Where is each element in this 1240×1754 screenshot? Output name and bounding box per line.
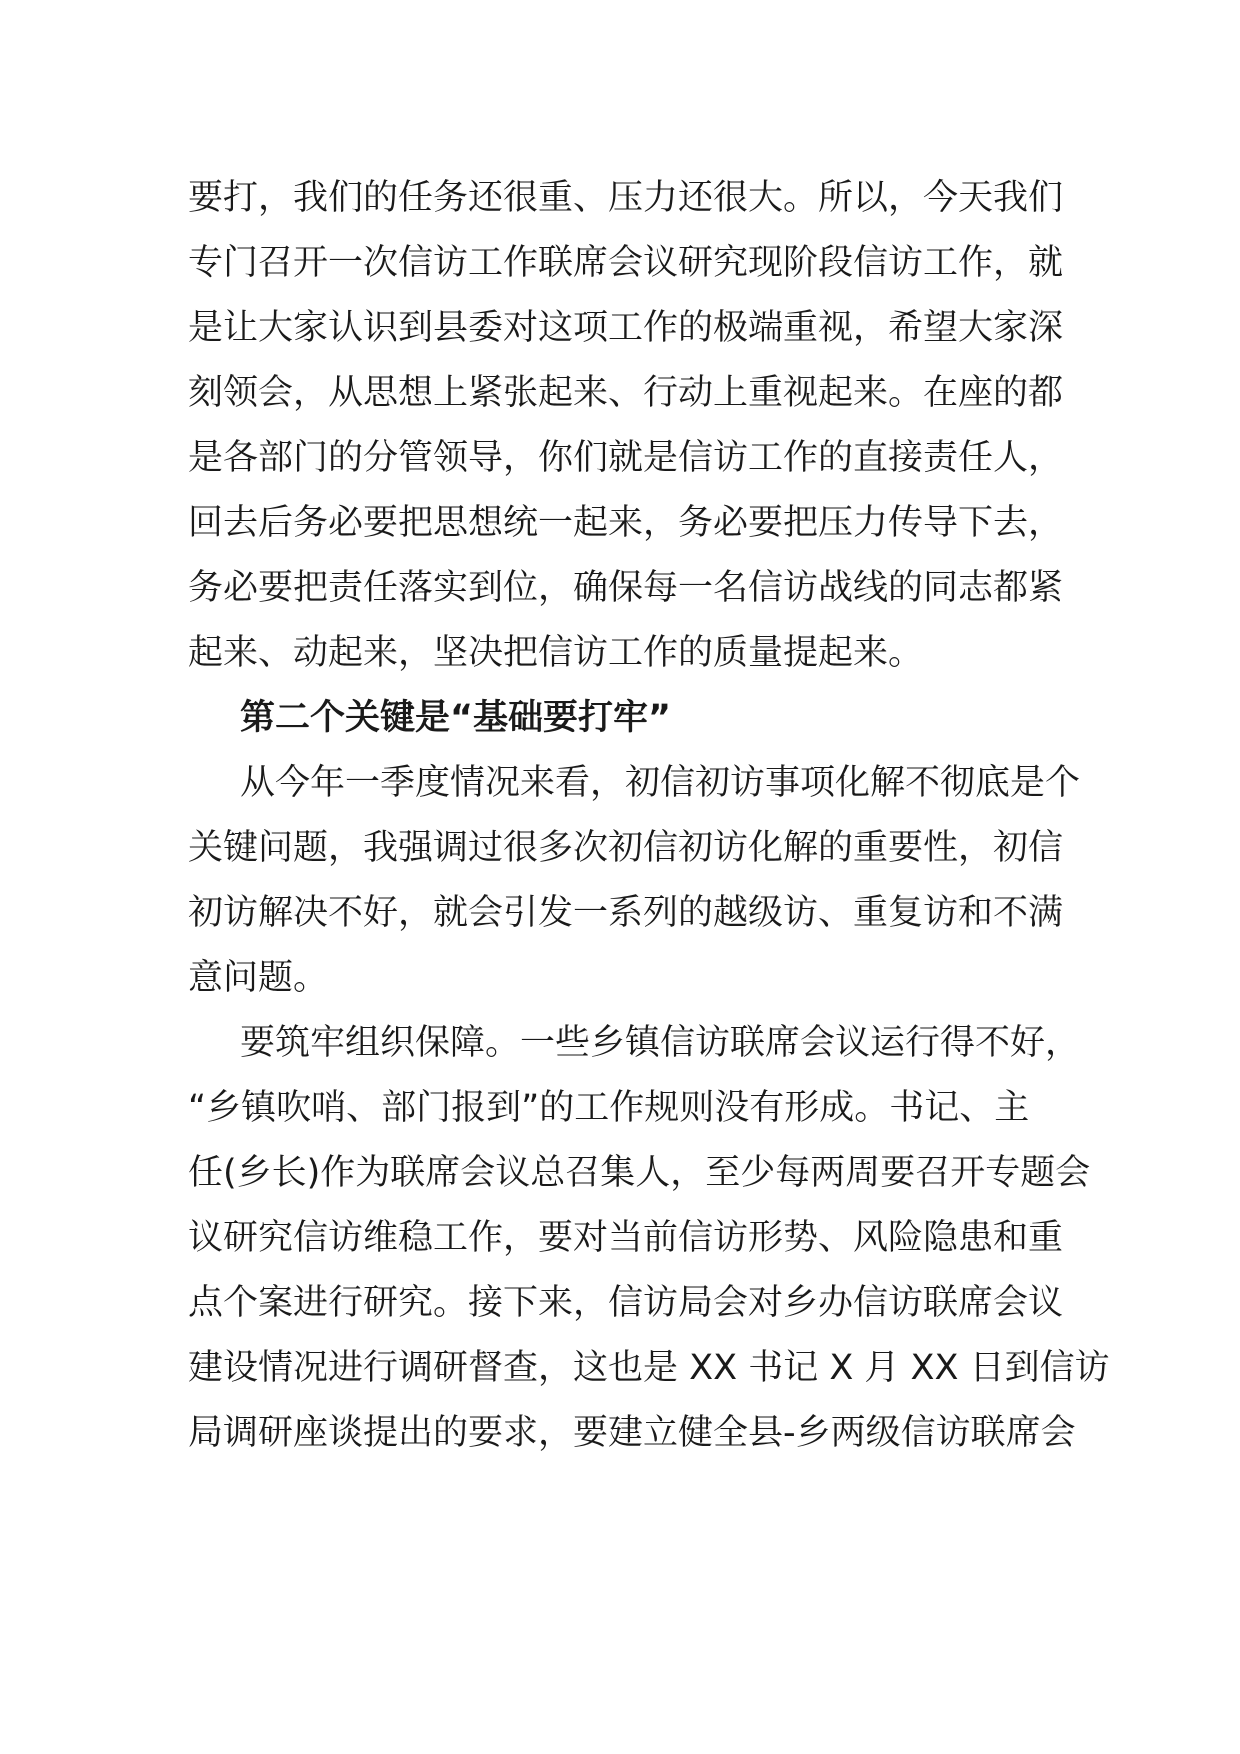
text-line: 要打，我们的任务还很重、压力还很大。所以，今天我们 [188,178,1064,218]
paragraph-1 [188,166,1064,686]
text-line: 起来、动起来，坚决把信访工作的质量提起来。 [188,633,924,673]
text-line: 局调研座谈提出的要求，要建立健全县-乡两级信访联席会 [188,1413,1076,1453]
text-line: 任(乡长)作为联席会议总召集人，至少每两周要召开专题会 [188,1153,1091,1193]
text-line: 关键问题，我强调过很多次初信初访化解的重要性，初信 [188,828,1064,868]
text-line: 建设情况进行调研督查，这也是 XX 书记 X 月 XX 日到信访 [188,1348,1110,1388]
text-line: 从今年一季度情况来看，初信初访事项化解不彻底是个 [240,763,1081,803]
text-line: 专门召开一次信访工作联席会议研究现阶段信访工作，就 [188,243,1064,283]
paragraph-4 [188,1011,1110,1466]
paragraph-3 [188,751,1081,1011]
text-line: 议研究信访维稳工作，要对当前信访形势、风险隐患和重 [188,1218,1064,1258]
section-heading [188,686,1058,751]
text-line: 要筑牢组织保障。一些乡镇信访联席会议运行得不好， [240,1023,1081,1063]
text-line: 刻领会，从思想上紧张起来、行动上重视起来。在座的都 [188,373,1064,413]
text-line: “乡镇吹哨、部门报到”的工作规则没有形成。书记、主 [188,1088,1030,1128]
document-body [188,166,1110,1466]
text-line: 回去后务必要把思想统一起来，务必要把压力传导下去， [188,503,1064,543]
text-line: 是各部门的分管领导，你们就是信访工作的直接责任人， [188,438,1064,478]
text-line: 初访解决不好，就会引发一系列的越级访、重复访和不满 [188,893,1064,933]
text-line: 是让大家认识到县委对这项工作的极端重视，希望大家深 [188,308,1064,348]
text-line: 意问题。 [188,958,329,998]
heading-line: 第二个关键是“基础要打牢” [240,698,672,738]
text-line: 点个案进行研究。接下来，信访局会对乡办信访联席会议 [188,1283,1064,1323]
text-line: 务必要把责任落实到位，确保每一名信访战线的同志都紧 [188,568,1064,608]
